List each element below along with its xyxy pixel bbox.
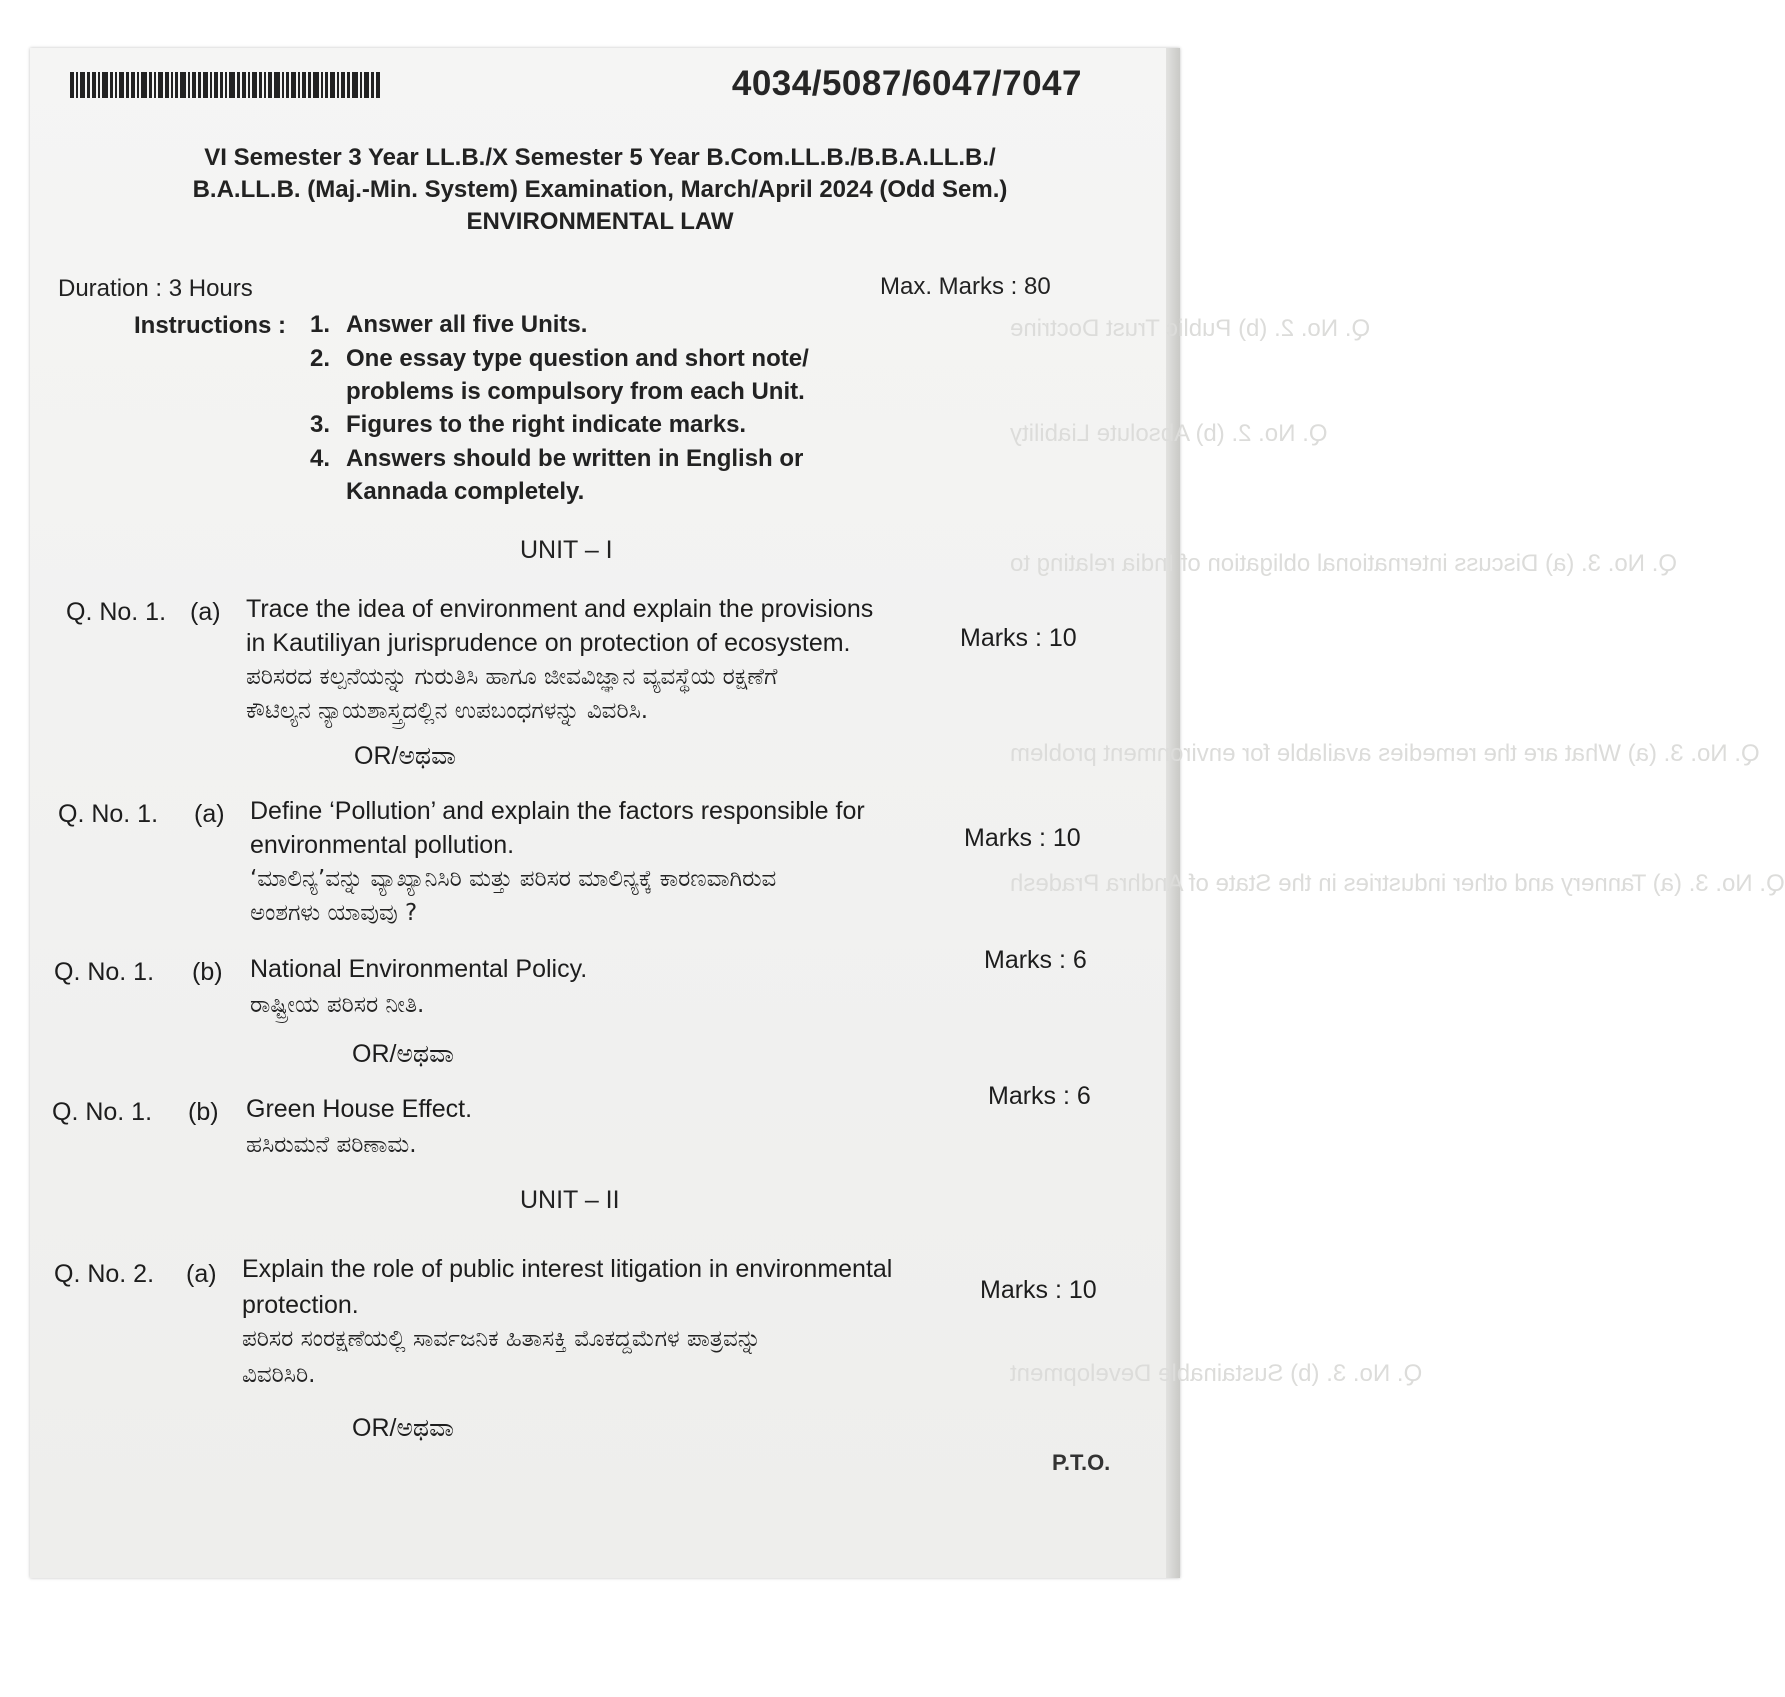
question-part: (a) [190,598,221,626]
marks-label: Marks : 10 [980,1276,1097,1304]
bleed-through-text: Q. No. 3. (a) Discuss international obligation of India relating to [1010,550,1678,577]
duration: Duration : 3 Hours [58,275,253,302]
question-part: (a) [194,800,225,828]
question-text: National Environmental Policy. [250,955,588,983]
question-number: Q. No. 1. [52,1098,153,1126]
question-part: (b) [192,958,223,986]
question-number: Q. No. 1. [54,958,155,986]
subject-title: ENVIRONMENTAL LAW [466,208,734,235]
question-text-kannada: ವಿವರಿಸಿರಿ. [242,1362,316,1388]
marks-label: Marks : 10 [960,624,1077,652]
instruction-1-text: Answer all five Units. [346,311,588,338]
question-number: Q. No. 1. [66,598,167,626]
or-separator: OR/ಅಥವಾ [354,742,456,770]
instructions-label: Instructions : [134,312,287,339]
or-separator: OR/ಅಥವಾ [352,1040,454,1068]
exam-title-line1: VI Semester 3 Year LL.B./X Semester 5 Year B.Com.LL.B./B.B.A.LL.B./ [204,144,996,171]
barcode [70,72,470,98]
bleed-through-text: Q. No. 3. (a) Tannery and other industries in the State of Andhra Pradesh [1010,870,1785,897]
paper-code: 4034/5087/6047/7047 [731,64,1082,103]
instruction-2-text: One essay type question and short note/ [346,345,809,372]
question-part: (b) [188,1098,219,1126]
please-turn-over: P.T.O. [1052,1450,1111,1475]
question-text: in Kautiliyan jurisprudence on protection of ecosystem. [246,629,851,657]
unit-1-heading: UNIT – I [520,536,613,564]
question-text-kannada: ಹಸಿರುಮನೆ ಪರಿಣಾಮ. [246,1132,417,1158]
instruction-4-text-cont: Kannada completely. [346,478,585,505]
question-text: Green House Effect. [246,1095,473,1123]
instruction-4-num: 4. [310,445,331,472]
question-text-kannada: ಅಂಶಗಳು ಯಾವುವು ? [250,900,418,926]
question-text: protection. [242,1291,359,1319]
bleed-through-text: Q. No. 2. (b) Absolute Liability [1010,420,1328,447]
question-text-kannada: ಪರಿಸರದ ಕಲ್ಪನೆಯನ್ನು ಗುರುತಿಸಿ ಹಾಗೂ ಜೀವವಿಜ್ಞಾನ ವ್ಯವಸ್ಥೆಯ ರಕ್ಷಣೆಗೆ [246,664,778,690]
exam-title-line2: B.A.LL.B. (Maj.-Min. System) Examination, March/April 2024 (Odd Sem.) [192,176,1008,203]
question-text-kannada: ಕೌಟಿಲ್ಯನ ನ್ಯಾಯಶಾಸ್ತ್ರದಲ್ಲಿನ ಉಪಬಂಧಗಳನ್ನು ವಿವರಿಸಿ. [246,698,649,724]
instruction-3-text: Figures to the right indicate marks. [346,411,747,438]
unit-2-heading: UNIT – II [520,1186,620,1214]
marks-label: Marks : 6 [988,1082,1091,1110]
question-text: environmental pollution. [250,831,515,859]
question-text-kannada: ‘ಮಾಲಿನ್ಯ’ವನ್ನು ವ್ಯಾಖ್ಯಾನಿಸಿರಿ ಮತ್ತು ಪರಿಸರ ಮಾಲಿನ್ಯಕ್ಕೆ ಕಾರಣವಾಗಿರುವ [250,866,777,892]
paper-edge-shadow [1166,48,1180,1578]
instruction-2-num: 2. [310,345,331,372]
instruction-2-text-cont: problems is compulsory from each Unit. [346,378,805,405]
max-marks: Max. Marks : 80 [880,273,1051,300]
question-text: Define ‘Pollution’ and explain the factors responsible for [250,797,865,825]
instruction-3-num: 3. [310,411,331,438]
question-text: Trace the idea of environment and explain the provisions [246,595,874,623]
question-number: Q. No. 2. [54,1260,155,1288]
instruction-4-text: Answers should be written in English or [346,445,804,472]
bleed-through-text: Q. No. 2. (b) Public Trust Doctrine [1010,315,1371,342]
question-text-kannada: ರಾಷ್ಟ್ರೀಯ ಪರಿಸರ ನೀತಿ. [250,992,425,1018]
marks-label: Marks : 10 [964,824,1081,852]
instruction-1-num: 1. [310,311,331,338]
marks-label: Marks : 6 [984,946,1087,974]
bleed-through-text: Q. No. 3. (a) What are the remedies available for environment problem [1010,740,1760,767]
or-separator: OR/ಅಥವಾ [352,1414,454,1442]
question-text-kannada: ಪರಿಸರ ಸಂರಕ್ಷಣೆಯಲ್ಲಿ ಸಾರ್ವಜನಿಕ ಹಿತಾಸಕ್ತಿ ಮೊಕದ್ದಮೆಗಳ ಪಾತ್ರವನ್ನು [242,1326,761,1352]
bleed-through-text: Q. No. 3. (b) Sustainable Development [1010,1360,1423,1387]
question-part: (a) [186,1260,217,1288]
question-number: Q. No. 1. [58,800,159,828]
question-text: Explain the role of public interest litigation in environmental [242,1255,893,1283]
